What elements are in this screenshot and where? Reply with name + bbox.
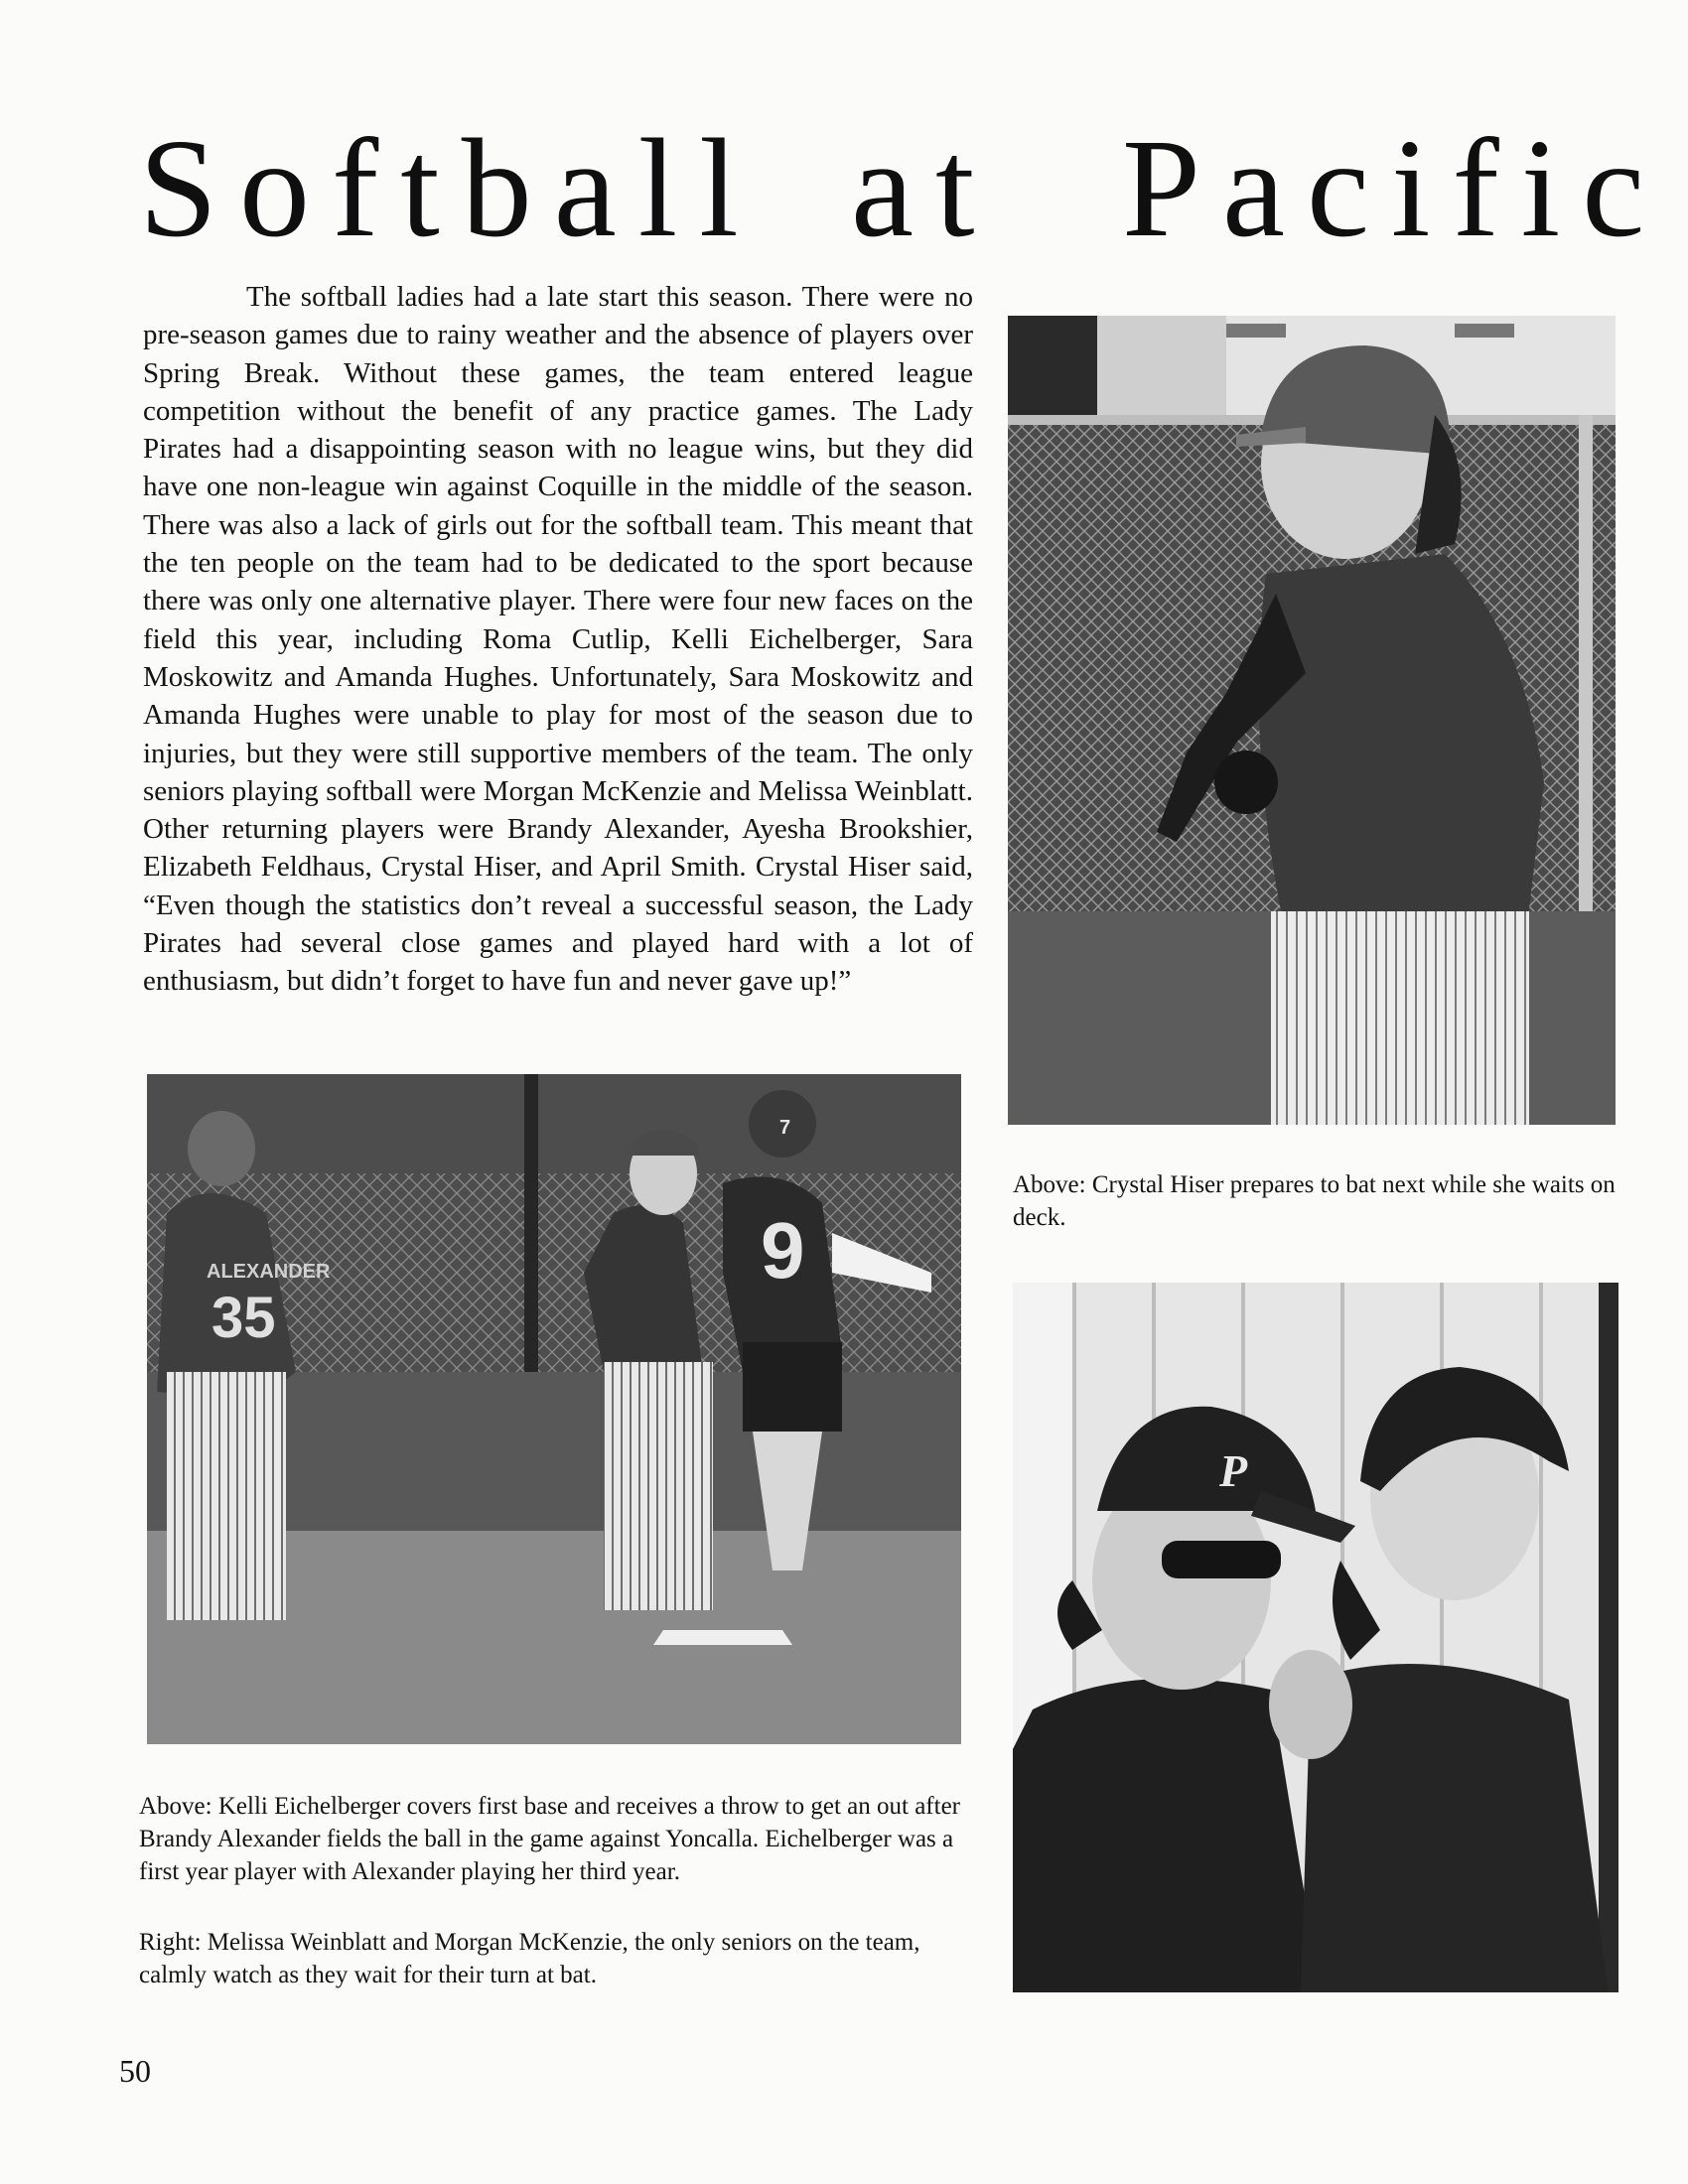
helmet-number-runner: 7 xyxy=(779,1117,791,1139)
article-body: The softball ladies had a late start this season. There were no pre-season games due to rainy weather and the absence of players over Spring Break. Without these games, the team entered league competition without the benefit of any practice games. The Lady Pirates had a disappointing season with no league wins, but they did have one non-league win against Coquille in the middle of the season. There was also a lack of girls out for the softball team. This meant that the ten people on the team had to be dedicated to the sport because there was only one alternative player. There were four new faces on the field this year, including Roma Cutlip, Kelli Eichelberger, Sara Moskowitz and Amanda Hughes. Unfortunately, Sara Moskowitz and Amanda Hughes were unable to play for most of the season due to injuries, but they were still supportive members of the team. The only seniors playing softball were Morgan McKenzie and Melissa Weinblatt. Other returning players were Brandy Alexander, Ayesha Brookshier, Elizabeth Feldhaus, Crystal Hiser, and April Smith. Crystal Hiser said, “Even though the statistics don’t reveal a successful season, the Lady Pirates had several close games and played hard with a lot of enthusiasm, but didn’t forget to have fun and never gave up!” xyxy=(143,281,973,998)
caption-first-base-play: Above: Kelli Eichelberger covers first base and receives a throw to get an out after Brandy Alexander fields the ball in the game against Yoncalla. Eichelberger was a first year player with Alexander playing her third year. xyxy=(139,1793,960,1885)
jersey-name-left: ALEXANDER xyxy=(207,1261,331,1283)
photo-batter-on-deck xyxy=(1008,316,1616,1125)
caption-batter-on-deck: Above: Crystal Hiser prepares to bat next while she waits on deck. xyxy=(1013,1171,1616,1231)
cap-letter: P xyxy=(1219,1445,1248,1496)
title-word-softball: Softball xyxy=(139,109,761,266)
title-word-at: at xyxy=(851,109,997,266)
photo-dugout-seniors xyxy=(1013,1283,1618,1992)
caption-dugout-seniors: Right: Melissa Weinblatt and Morgan McKenzie, the only seniors on the team, calmly watch as they wait for their turn at bat. xyxy=(139,1929,920,1988)
page-number: 50 xyxy=(119,2053,151,2089)
photo-first-base-play xyxy=(147,1074,961,1744)
jersey-number-left: 35 xyxy=(211,1286,276,1350)
title-word-pacific: Pacific xyxy=(1122,109,1667,266)
jersey-number-runner: 9 xyxy=(761,1206,805,1295)
